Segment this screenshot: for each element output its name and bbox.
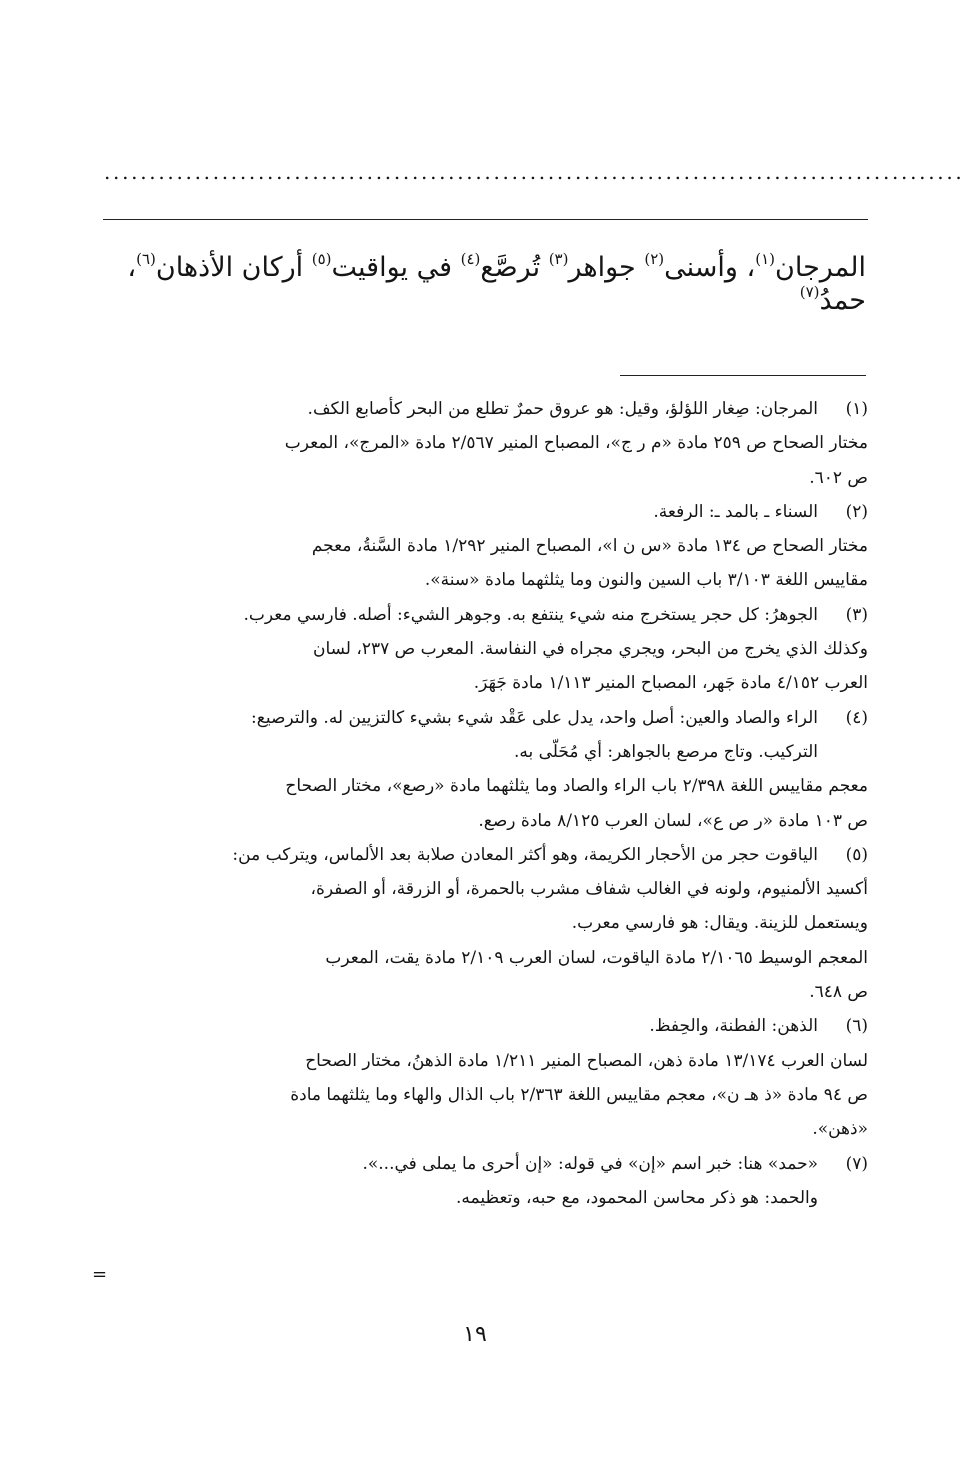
footnote-line: (٧)«حمد» هنا: خبر اسم «إن» في قوله: «إن أحرى ما يملى في...».	[103, 1147, 868, 1181]
footnote-number: (٣)	[845, 604, 868, 625]
verse-segment: ، وأسنى	[664, 252, 756, 283]
verse-segment: ،	[127, 252, 137, 283]
footnotes	[103, 392, 868, 1215]
footnote-number: (٢)	[845, 501, 868, 522]
footnote-7	[103, 1147, 868, 1216]
footnote-5	[103, 838, 868, 1009]
footnote-source: ص ١٠٣ مادة «ر ص ع»، لسان العرب ٨/١٢٥ مادة رصع.	[478, 810, 868, 831]
verse-segment: المرجان	[775, 252, 866, 283]
footnote-number: (٥)	[845, 844, 868, 865]
footnote-ref: (٥)	[311, 250, 332, 268]
footnote-ref: (١)	[755, 250, 776, 268]
page-number: ١٩	[463, 1322, 487, 1347]
footnote-line: والحمد: هو ذكر محاسن المحمود، مع حبه، وتعظيمه.	[456, 1187, 818, 1208]
footnote-ref: (٤)	[460, 250, 481, 268]
footnote-line: ويستعمل للزينة. ويقال: هو فارسي معرب.	[571, 913, 868, 934]
footnote-line: (١)المرجان: صِغار اللؤلؤ، وقيل: هو عروق حمرٌ تطلع من البحر كأصابع الكف.	[103, 392, 868, 426]
footnote-4	[103, 701, 868, 838]
footnote-ref: (٧)	[799, 283, 820, 301]
footnote-source: مقاييس اللغة ٣/١٠٣ باب السين والنون وما يثلثهما مادة «سنة».	[424, 570, 868, 591]
footnote-ref: (٢)	[644, 250, 665, 268]
footnote-line: التركيب. وتاج مرصع بالجواهر: أي مُحَلّى به.	[513, 741, 818, 762]
footnote-number: (٤)	[845, 707, 868, 728]
footnote-number: (٦)	[845, 1016, 868, 1037]
footnote-number: (٧)	[845, 1153, 868, 1174]
footnote-rule	[620, 375, 866, 376]
footnote-source: «ذهن».	[812, 1119, 868, 1140]
footnote-line: أكسيد الألمنيوم، ولونه في الغالب شفاف مشرب بالحمرة، أو الزرقة، أو الصفرة،	[310, 879, 868, 900]
footnote-source: لسان العرب ١٣/١٧٤ مادة ذهن، المصباح المنير ١/٢١١ مادة الذهنُ، مختار الصحاح	[305, 1050, 868, 1071]
footnote-line: وكذلك الذي يخرج من البحر، ويجري مجراه في النفاسة. المعرب ص ٢٣٧، لسان	[312, 639, 868, 660]
footnote-number: (١)	[845, 399, 868, 419]
footnote-source: مختار الصحاح ص ٢٥٩ مادة «م ر ج»، المصباح المنير ٢/٥٦٧ مادة «المرج»، المعرب	[284, 433, 868, 454]
verse-segment: في يواقيت	[331, 252, 461, 283]
footnote-source: المعجم الوسيط ٢/١٠٦٥ مادة الياقوت، لسان العرب ٢/١٠٩ مادة يقت، المعرب	[325, 947, 868, 968]
verse-segment: حمدُ	[819, 285, 866, 316]
verse-text	[96, 234, 866, 318]
footnote-6	[103, 1009, 868, 1146]
top-rule	[103, 219, 868, 220]
footnote-source: ص ٦٤٨.	[809, 982, 868, 1003]
footnote-source: ص ٩٤ مادة «ذ هـ ن»، معجم مقاييس اللغة ٢/٣٦٣ باب الذال والهاء وما يثلثهما مادة	[290, 1084, 868, 1105]
footnote-line: (٢)السناء ـ بالمد ـ: الرفعة.	[103, 495, 868, 529]
footnote-2	[103, 495, 868, 598]
footnote-1	[103, 392, 868, 495]
verse-segment: أركان الأذهان	[155, 252, 312, 283]
footnote-line: (٤)الراء والصاد والعين: أصل واحد، يدل على عَقْد شيء بشيء كالتزيين له. والترصيع:	[103, 701, 868, 735]
footnote-line: العرب ٤/١٥٢ مادة جَهر، المصباح المنير ١/١١٣ مادة جَهَرَ.	[473, 673, 868, 694]
footnote-ref: (٦)	[136, 250, 156, 268]
footnote-ref: (٣)	[548, 250, 569, 268]
footnote-source: مختار الصحاح ص ١٣٤ مادة «س ن ا»، المصباح المنير ١/٢٩٢ مادة السَّنةُ، معجم	[311, 536, 868, 557]
footnote-3	[103, 598, 868, 701]
verse-segment: جواهر	[568, 252, 645, 283]
footnote-line: (٥)الياقوت حجر من الأحجار الكريمة، وهو أكثر المعادن صلابة بعد الألماس، ويتركب من:	[103, 838, 868, 872]
footnote-source: ص ٦٠٢.	[809, 467, 868, 488]
verse-line-1	[96, 234, 866, 302]
footnote-line: (٣)الجوهرُ: كل حجر يستخرج منه شيء ينتفع به. وجوهر الشيء: أصله. فارسي معرب.	[103, 598, 868, 632]
dotted-separator: ...............................................................................................	[104, 160, 964, 184]
footnote-source: معجم مقاييس اللغة ٢/٣٩٨ باب الراء والصاد وما يثلثهما مادة «رصع»، مختار الصحاح	[285, 776, 868, 797]
verse-segment: تُرصَّع	[480, 252, 549, 283]
footnote-line: (٦)الذهن: الفطنة، والحِفظ.	[103, 1009, 868, 1043]
continuation-mark: =	[92, 1264, 108, 1285]
